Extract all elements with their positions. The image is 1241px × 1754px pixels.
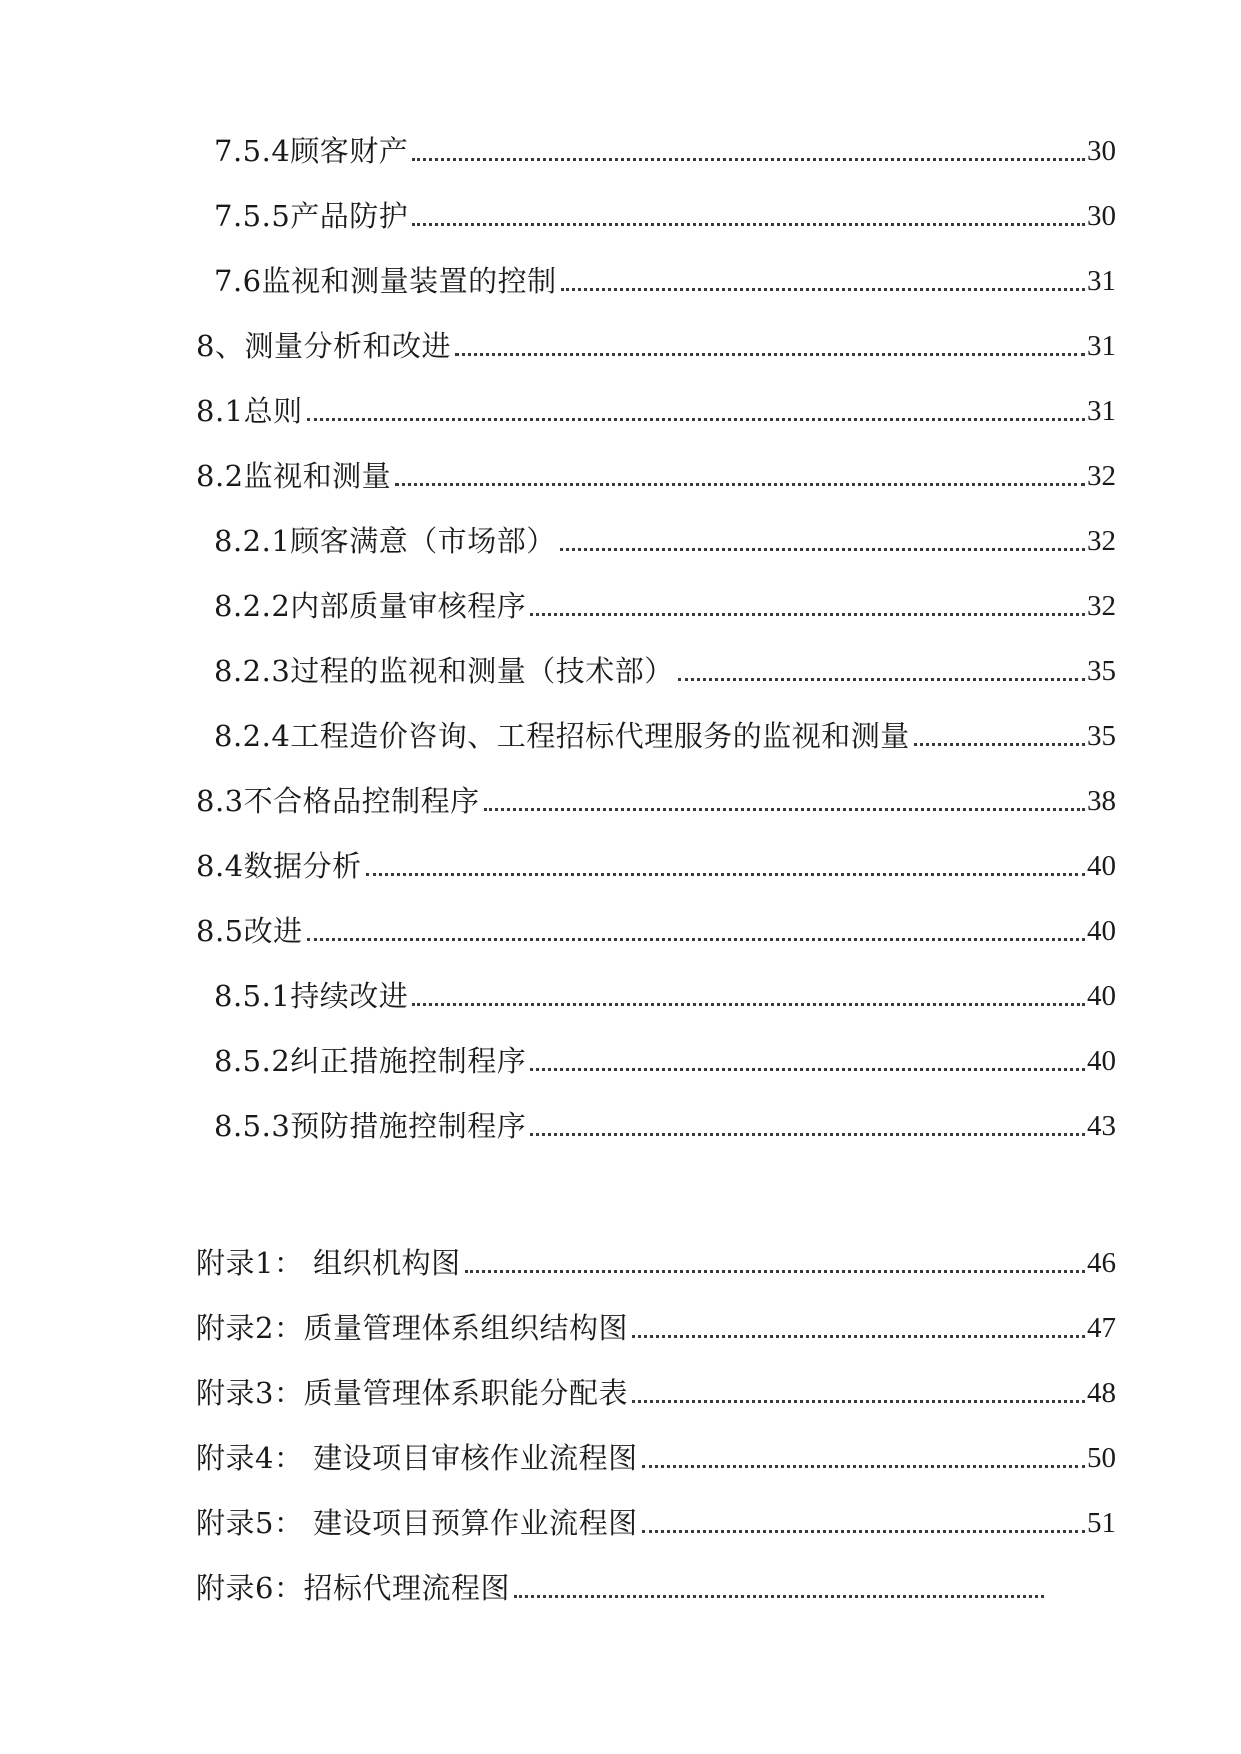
toc-entry-title: 8.2.3过程的监视和测量（技术部） — [214, 653, 674, 688]
toc-dot-leader — [412, 187, 1085, 226]
toc-page-number: 31 — [1087, 329, 1116, 362]
toc-entry-8[interactable] — [196, 313, 1116, 378]
toc-dot-leader — [560, 512, 1085, 551]
toc-entry-title: 8.4数据分析 — [196, 848, 362, 883]
toc-appendix-4[interactable] — [196, 1425, 1116, 1490]
toc-entry-title: 附录1： 组织机构图 — [196, 1245, 461, 1280]
toc-entry-7-5-4[interactable] — [196, 118, 1116, 183]
toc-entry-title: 8.5.3预防措施控制程序 — [214, 1108, 527, 1143]
toc-dot-leader — [307, 382, 1085, 421]
toc-entry-title: 8.2.1顾客满意（市场部） — [214, 523, 556, 558]
toc-appendix-6[interactable] — [196, 1555, 1116, 1620]
toc-dot-leader — [484, 772, 1085, 811]
toc-entry-title: 8.2.2内部质量审核程序 — [214, 588, 527, 623]
toc-entry-title: 8.2监视和测量 — [196, 458, 392, 493]
toc-appendix-5[interactable] — [196, 1490, 1116, 1555]
toc-entry-7-5-5[interactable] — [196, 183, 1116, 248]
toc-page-number: 40 — [1087, 1044, 1116, 1077]
toc-entry-8-2-1[interactable] — [196, 508, 1116, 573]
toc-page-number: 31 — [1087, 264, 1116, 297]
toc-dot-leader — [395, 447, 1085, 486]
toc-page-number: 46 — [1087, 1246, 1116, 1279]
toc-entry-title: 附录4： 建设项目审核作业流程图 — [196, 1440, 638, 1475]
toc-entry-title: 7.5.5产品防护 — [214, 198, 409, 233]
toc-dot-leader — [632, 1299, 1085, 1338]
toc-dot-leader — [514, 1559, 1044, 1598]
toc-page-number: 51 — [1087, 1506, 1116, 1539]
toc-page-number: 32 — [1087, 524, 1116, 557]
toc-appendix-2[interactable] — [196, 1295, 1116, 1360]
toc-page-number: 50 — [1087, 1441, 1116, 1474]
toc-appendix-1[interactable] — [196, 1230, 1116, 1295]
toc-dot-leader — [561, 252, 1085, 291]
toc-entry-title: 8.2.4工程造价咨询、工程招标代理服务的监视和测量 — [214, 718, 910, 753]
toc-dot-leader — [412, 122, 1085, 161]
toc-dot-leader — [642, 1494, 1085, 1533]
toc-appendix-3[interactable] — [196, 1360, 1116, 1425]
toc-dot-leader — [632, 1364, 1085, 1403]
toc-dot-leader — [678, 642, 1085, 681]
toc-page-number: 30 — [1087, 134, 1116, 167]
toc-entry-title: 附录3：质量管理体系职能分配表 — [196, 1375, 628, 1410]
toc-entry-8-4[interactable] — [196, 833, 1116, 898]
toc-entry-title: 8、测量分析和改进 — [196, 328, 451, 363]
toc-page-number: 38 — [1087, 784, 1116, 817]
toc-page-number: 40 — [1087, 914, 1116, 947]
toc-entry-title: 8.1总则 — [196, 393, 303, 428]
toc-entry-title: 7.6监视和测量装置的控制 — [214, 263, 557, 298]
toc-dot-leader — [366, 837, 1085, 876]
toc-entry-title: 7.5.4顾客财产 — [214, 133, 409, 168]
toc-page-number: 35 — [1087, 654, 1116, 687]
toc-dot-leader — [914, 707, 1085, 746]
toc-page-number: 40 — [1087, 979, 1116, 1012]
toc-entry-7-6[interactable] — [196, 248, 1116, 313]
toc-dot-leader — [530, 1032, 1085, 1071]
toc-entry-title: 附录6：招标代理流程图 — [196, 1570, 510, 1605]
toc-entry-8-1[interactable] — [196, 378, 1116, 443]
toc-page-number: 48 — [1087, 1376, 1116, 1409]
toc-page-number: 30 — [1087, 199, 1116, 232]
toc-dot-leader — [465, 1234, 1085, 1273]
toc-dot-leader — [412, 967, 1085, 1006]
toc-entry-8-2[interactable] — [196, 443, 1116, 508]
toc-dot-leader — [307, 902, 1085, 941]
toc-page-number: 43 — [1087, 1109, 1116, 1142]
toc-entry-title: 附录2：质量管理体系组织结构图 — [196, 1310, 628, 1345]
toc-entry-8-2-4[interactable] — [196, 703, 1116, 768]
toc-entry-8-5[interactable] — [196, 898, 1116, 963]
toc-page-number: 35 — [1087, 719, 1116, 752]
toc-entry-title: 8.5.2纠正措施控制程序 — [214, 1043, 527, 1078]
toc-entry-8-5-2[interactable] — [196, 1028, 1116, 1093]
toc-dot-leader — [530, 577, 1085, 616]
toc-page-number: 40 — [1087, 849, 1116, 882]
toc-dot-leader — [642, 1429, 1085, 1468]
toc-entry-8-3[interactable] — [196, 768, 1116, 833]
toc-page-number: 32 — [1087, 459, 1116, 492]
toc-entry-title: 8.3不合格品控制程序 — [196, 783, 480, 818]
toc-entry-8-2-2[interactable] — [196, 573, 1116, 638]
table-of-contents — [196, 118, 1116, 1620]
toc-entry-8-5-1[interactable] — [196, 963, 1116, 1028]
toc-entry-title: 8.5改进 — [196, 913, 303, 948]
toc-page-number: 32 — [1087, 589, 1116, 622]
toc-entry-8-5-3[interactable] — [196, 1093, 1116, 1158]
toc-page-number: 31 — [1087, 394, 1116, 427]
toc-entry-title: 附录5： 建设项目预算作业流程图 — [196, 1505, 638, 1540]
toc-dot-leader — [455, 317, 1085, 356]
toc-entry-title: 8.5.1持续改进 — [214, 978, 409, 1013]
toc-entry-8-2-3[interactable] — [196, 638, 1116, 703]
toc-page-number: 47 — [1087, 1311, 1116, 1344]
toc-dot-leader — [530, 1097, 1085, 1136]
